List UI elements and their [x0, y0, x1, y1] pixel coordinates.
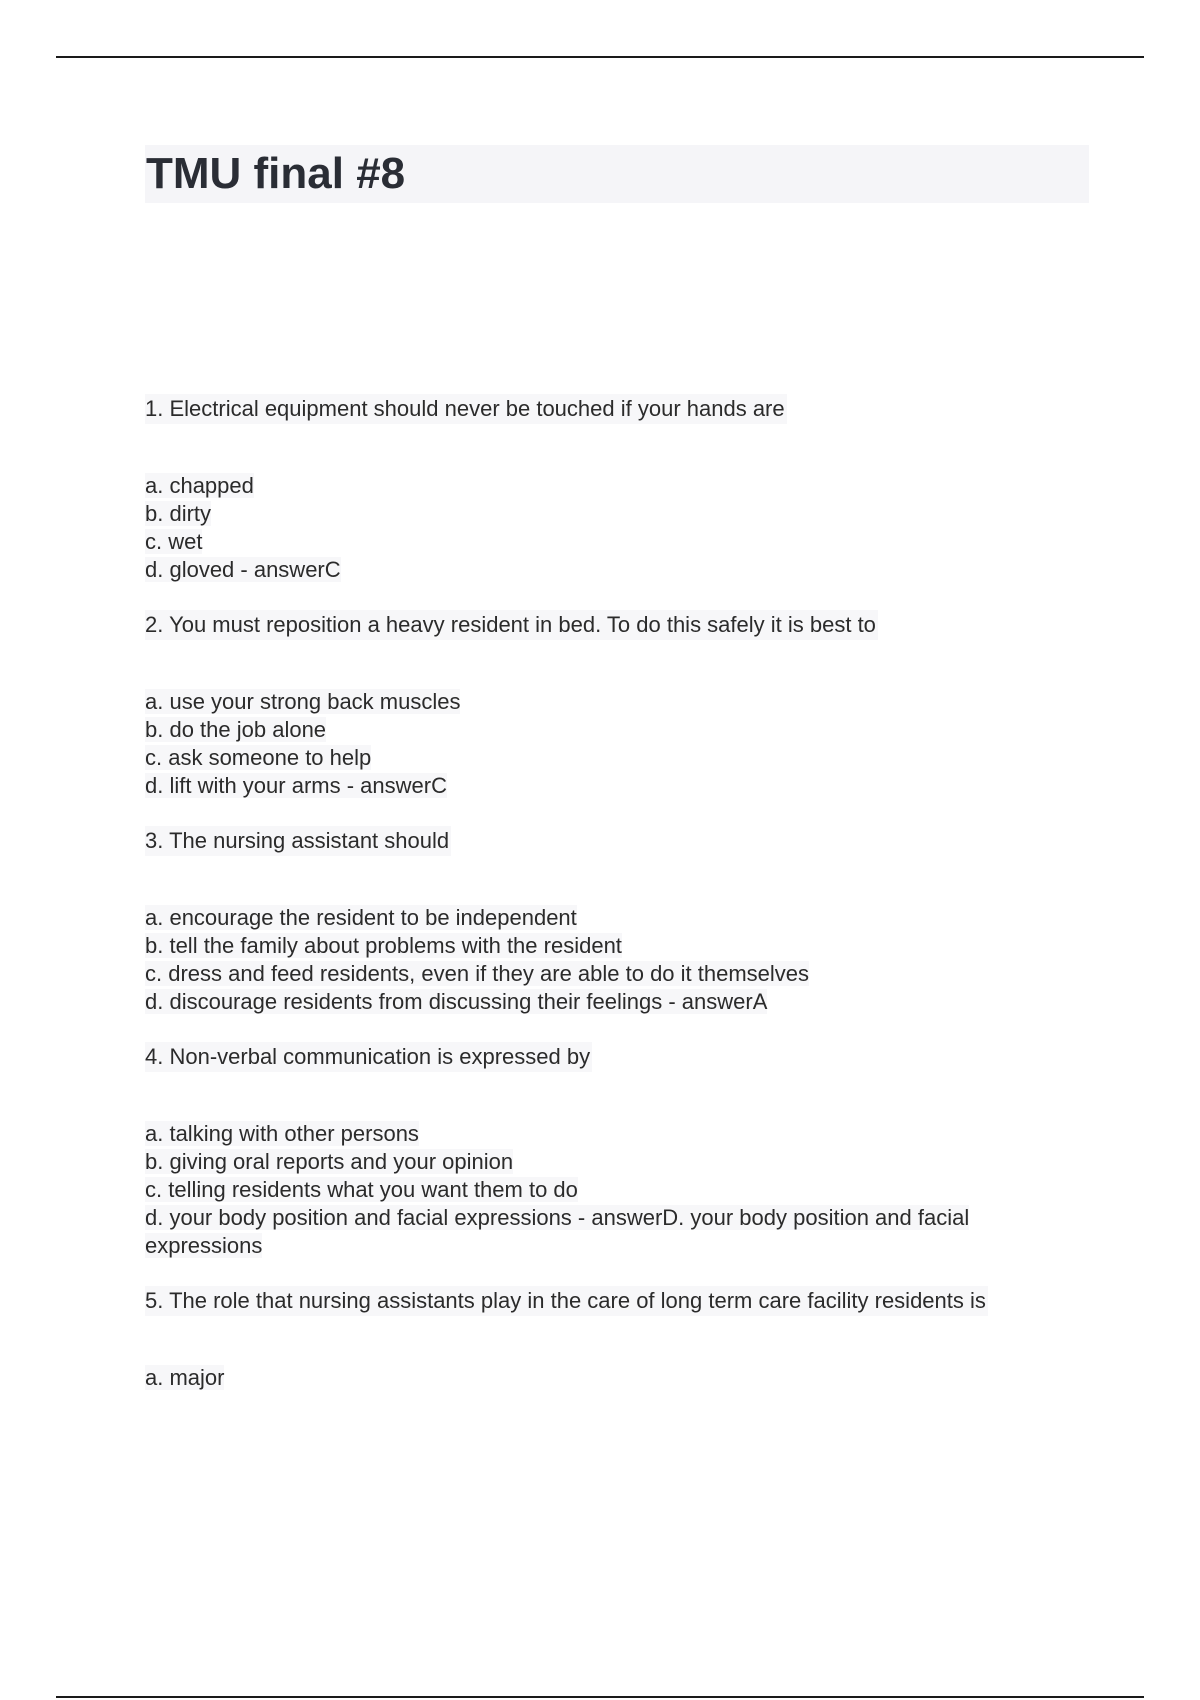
- question-list: [145, 394, 1085, 1392]
- answer-options: [145, 688, 1085, 800]
- option-text: a. use your strong back muscles: [145, 689, 461, 714]
- option-d: [145, 772, 1085, 800]
- option-text: b. tell the family about problems with the resident: [145, 933, 622, 958]
- option-a: [145, 472, 1085, 500]
- answer-options: [145, 1364, 1085, 1392]
- option-b: [145, 500, 1085, 528]
- option-text: a. encourage the resident to be independent: [145, 905, 577, 930]
- option-text: a. chapped: [145, 473, 254, 498]
- answer-options: [145, 472, 1085, 584]
- option-text: d. lift with your arms - answerC: [145, 773, 447, 798]
- option-a: [145, 688, 1085, 716]
- option-text: b. dirty: [145, 501, 212, 526]
- option-text: b. do the job alone: [145, 717, 327, 742]
- option-a: [145, 1364, 1085, 1392]
- option-text: a. major: [145, 1365, 225, 1390]
- question-5: [145, 1286, 1085, 1392]
- document-title: TMU final #8: [146, 149, 406, 198]
- question-3: [145, 826, 1085, 1016]
- option-text: c. telling residents what you want them to do: [145, 1177, 578, 1202]
- option-c: [145, 1176, 1085, 1204]
- option-b: [145, 716, 1085, 744]
- option-d: [145, 556, 1085, 584]
- question-text: 2. You must reposition a heavy resident in bed. To do this safely it is best to: [145, 610, 878, 640]
- option-a: [145, 1120, 1085, 1148]
- question-4: [145, 1042, 1085, 1260]
- option-a: [145, 904, 1085, 932]
- top-rule: [56, 56, 1144, 58]
- question-text: 4. Non-verbal communication is expressed by: [145, 1042, 592, 1072]
- option-text: c. dress and feed residents, even if they are able to do it themselves: [145, 961, 810, 986]
- option-c: [145, 744, 1085, 772]
- option-text: c. wet: [145, 529, 203, 554]
- option-text: d. your body position and facial expressions - answerD. your body position and facial expressions: [145, 1205, 970, 1258]
- question-2: [145, 610, 1085, 800]
- question-text: 3. The nursing assistant should: [145, 826, 451, 856]
- bottom-rule: [56, 1696, 1144, 1698]
- question-text: 1. Electrical equipment should never be touched if your hands are: [145, 394, 787, 424]
- question-1: [145, 394, 1085, 584]
- option-text: c. ask someone to help: [145, 745, 372, 770]
- answer-options: [145, 1120, 1085, 1260]
- option-d: [145, 988, 1085, 1016]
- option-c: [145, 528, 1085, 556]
- option-b: [145, 1148, 1085, 1176]
- option-d: [145, 1204, 1085, 1260]
- option-text: d. discourage residents from discussing their feelings - answerA: [145, 989, 768, 1014]
- option-text: d. gloved - answerC: [145, 557, 341, 582]
- option-c: [145, 960, 1085, 988]
- question-text: 5. The role that nursing assistants play in the care of long term care facility residents is: [145, 1286, 988, 1316]
- option-text: b. giving oral reports and your opinion: [145, 1149, 514, 1174]
- option-b: [145, 932, 1085, 960]
- option-text: a. talking with other persons: [145, 1121, 419, 1146]
- answer-options: [145, 904, 1085, 1016]
